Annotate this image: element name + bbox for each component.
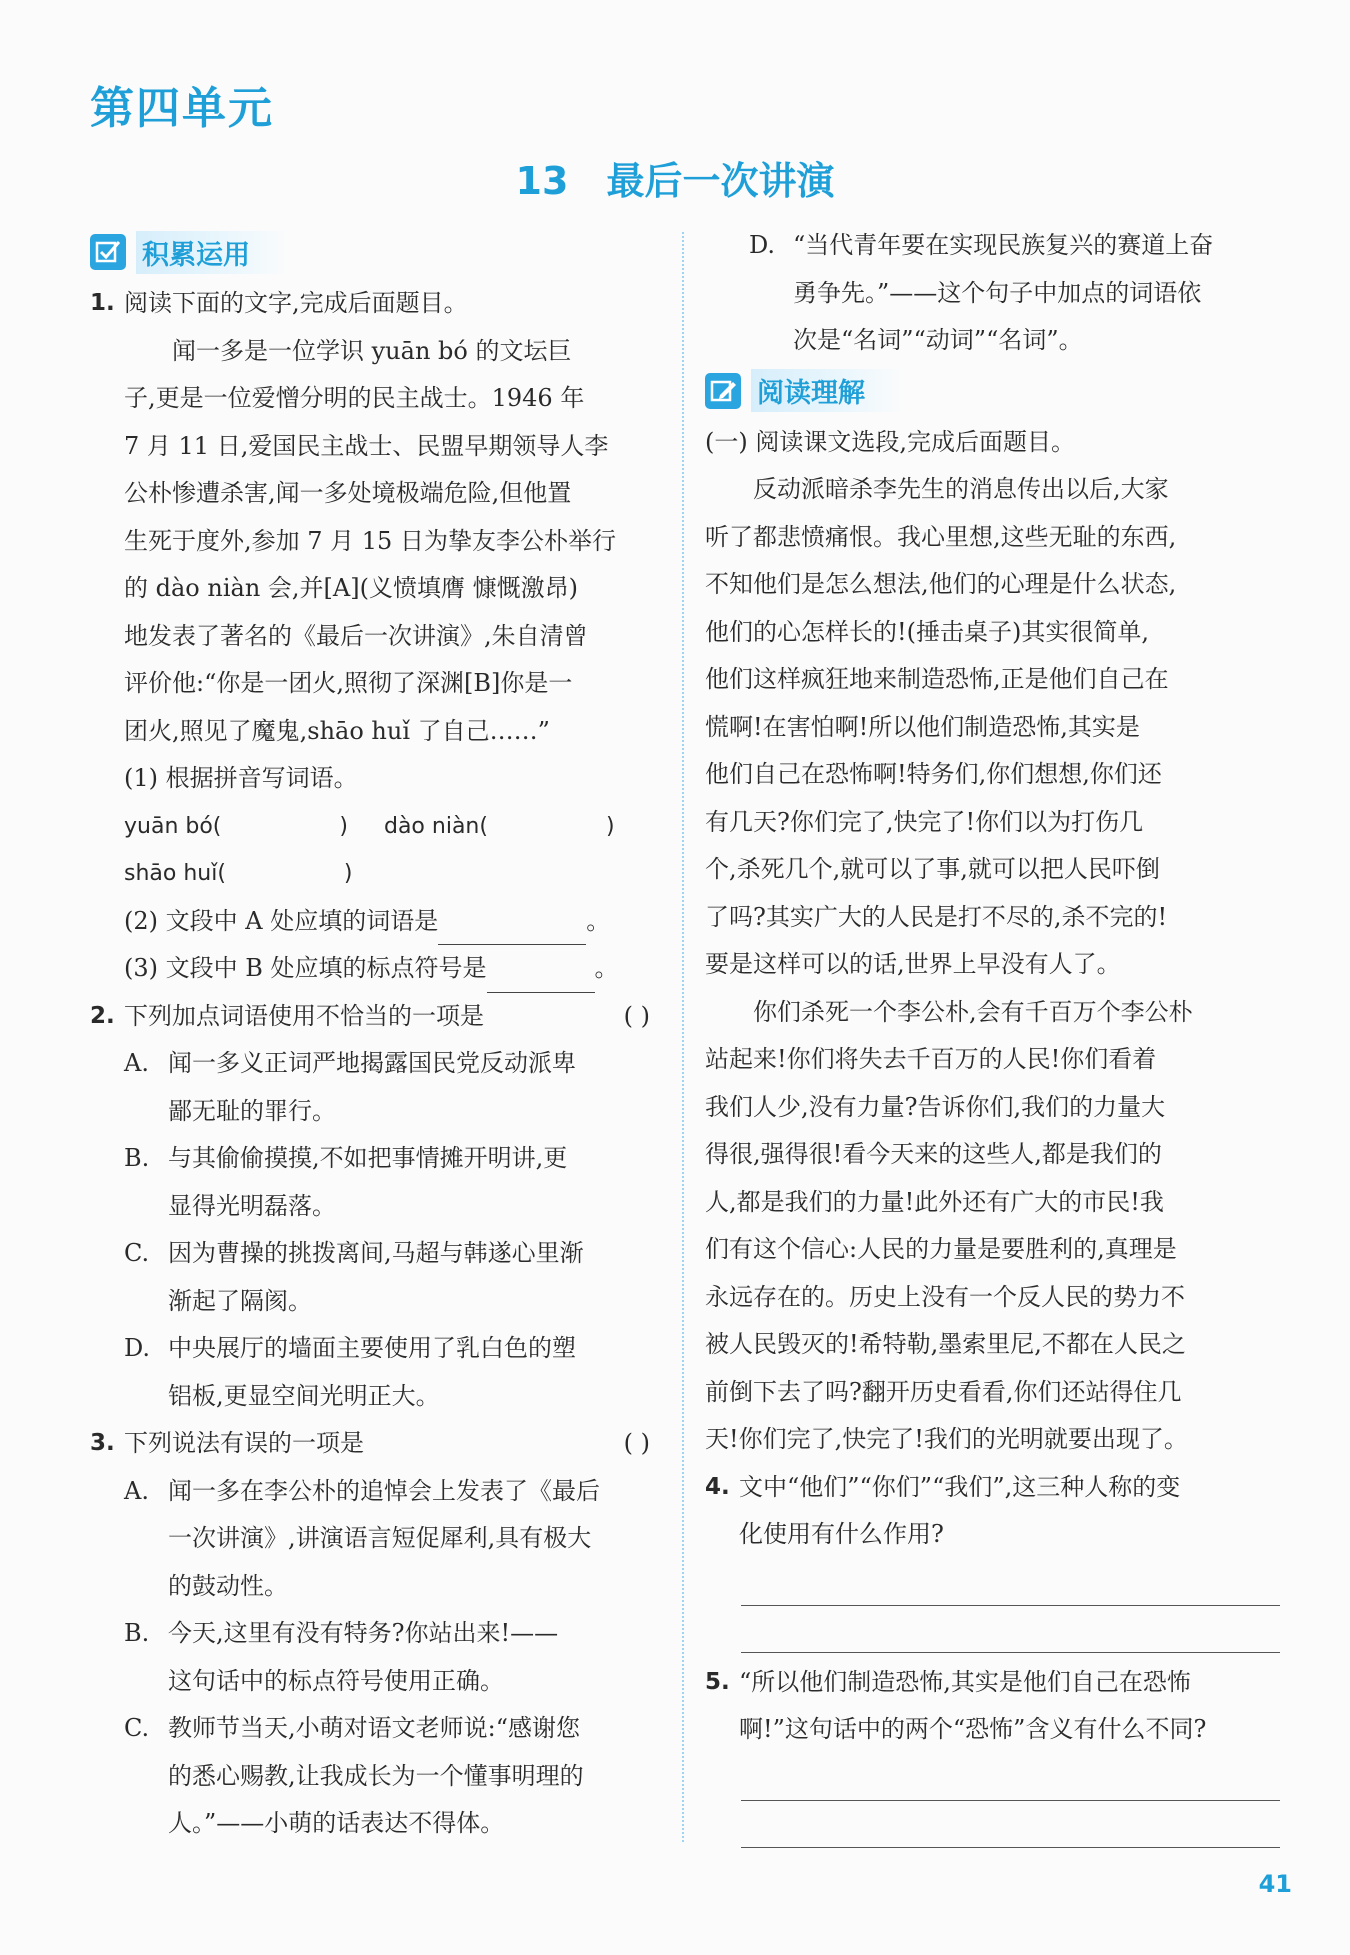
question-3-option-d[interactable]: D. “当代青年要在实现民族复兴的赛道上奋 勇争先。”——这个句子中加点的词语依 次是“名词”“动词”“名词”。 [749, 231, 1214, 354]
question-2-stem: 2. 下列加点词语使用不恰当的一项是 ( ) [90, 993, 660, 1041]
question-1-passage: 闻一多是一位学识 yuān bó 的文坛巨 子,更是一位爱憎分明的民主战士。1946 年 7 月 11 日,爱国民主战士、民盟早期领导人李 公朴惨遭杀害,闻一多处境极端危险,但他置 生死于度外,参加 7 月 15 日为挚友李公朴举行 的 dào niàn 会,并[A](义愤填膺 慷慨激昂) 地发表了著名的《最后一次讲演》,朱自清曾 评价他:“你是一团火,照彻了深渊[B]你是一 团火,照见了魔鬼,shāo huǐ 了自己……” (1) 根据拼音写词语。 yuān bó( ) dào niàn( ) shāo huǐ( ) (2) 文段中 A 处应填的词语是 。 (3) 文段中 B 处应填的标点符号是 。 [90, 328, 660, 993]
column-divider [682, 232, 684, 1842]
answer-line[interactable] [741, 1754, 1280, 1801]
option-c[interactable]: C. 教师节当天,小萌对语文老师说:“感谢您 [124, 1714, 580, 1742]
question-2-options: A. 闻一多义正词严地揭露国民党反动派卑 鄙无耻的罪行。 B. 与其偷偷摸摸,不如把事情摊开明讲,更 显得光明磊落。 C. 因为曹操的挑拨离间,马超与韩遂心里渐 渐起了隔阂。 D. 中央展厅的墙面主要使用了乳白色的塑 铝板,更显空间光明正大。 [90, 1040, 660, 1420]
question-3-options: A. 闻一多在李公朴的追悼会上发表了《最后 一次讲演》,讲演语言短促犀利,具有极大 的鼓动性。 B. 今天,这里有没有特务?你站出来!—— 这句话中的标点符号使用正确。 C. 教师节当天,小萌对语文老师说:“感谢您 的悉心赐教,让我成长为一个懂事明理的 人。”——小萌的话表达不得体。 [90, 1468, 660, 1848]
unit-title: 第四单元 [90, 83, 274, 134]
option-b[interactable]: B. 与其偷偷摸摸,不如把事情摊开明讲,更 [124, 1144, 568, 1172]
reading-intro: (一) 阅读课文选段,完成后面题目。 [705, 427, 1075, 456]
answer-line[interactable] [741, 1559, 1280, 1606]
pencil-icon [705, 373, 741, 409]
sub-question-2: (2) 文段中 A 处应填的词语是 。 [124, 898, 660, 946]
option-c[interactable]: C. 因为曹操的挑拨离间,马超与韩遂心里渐 [124, 1239, 584, 1267]
page-number: 41 [1258, 1870, 1292, 1898]
question-1-stem: 1. 阅读下面的文字,完成后面题目。 [90, 289, 468, 317]
option-b[interactable]: B. 今天,这里有没有特务?你站出来!—— [124, 1619, 559, 1647]
answer-paren[interactable]: ( ) [623, 1001, 650, 1030]
reading-passage: 反动派暗杀李先生的消息传出以后,大家 听了都悲愤痛恨。我心里想,这些无耻的东西, 不知他们是怎么想法,他们的心理是什么状态, 他们的心怎样长的!(捶击桌子)其实很简单, 他们这样疯狂地来制造恐怖,正是他们自己在 慌啊!在害怕啊!所以他们制造恐怖,其实是 他们自己在恐怖啊!特务们,你们想想,你们还 有几天?你们完了,快完了!你们以为打伤几 个,杀死几个,就可以了事,就可以把人民吓倒 了吗?其实广大的人民是打不尽的,杀不完的! 要是这样可以的话,世界上早没有人了。 你们杀死一个李公朴,会有千百万个李公朴 站起来!你们将失去千百万的人民!你们看着 我们人少,没有力量?告诉你们,我们的力量大 得很,强得很!看今天来的这些人,都是我们的 人,都是我们的力量!此外还有广大的市民!我 们有这个信心:人民的力量是要胜利的,真理是 永远存在的。历史上没有一个反人民的势力不 被人民毁灭的!希特勒,墨索里尼,不都在人民之 前倒下去了吗?翻开历史看看,你们还站得住几 天!你们完了,快完了!我们的光明就要出现了。 [705, 475, 1193, 1453]
sub-question-1: (1) 根据拼音写词语。 [124, 764, 358, 792]
section-label: 阅读理解 [751, 369, 905, 412]
pinyin-row-2: shāo huǐ( ) [124, 861, 353, 886]
answer-line[interactable] [741, 1801, 1280, 1848]
right-column: D. “当代青年要在实现民族复兴的赛道上奋 勇争先。”——这个句子中加点的词语依 次是“名词”“动词”“名词”。 阅读理解 (一) 阅读课文选段,完成后面题目。 反动派暗杀李先生的消息传出以后,大家 听了都悲愤痛恨。我心里想,这些无耻的东西, 不知他们是怎么想法,他们的心理是什么状态, 他们的心怎样长的!(捶击桌子)其实很简单, 他们这样疯狂地来制造恐怖,正是他们自己在 慌啊!在害怕啊!所以他们制造恐怖,其实是 他们自己在恐怖啊!特务们,你们想想,你们还 有几天?你们完了,快完了!你们以为打伤几 个,杀死几个,就可以了事,就可以把人民吓倒 了吗?其实广大的人民是打不尽的,杀不完的! 要是这样可以的话,世界上早没有人了。 你们杀死一个李公朴,会有千百万个李公朴 站起来!你们将失去千百万的人民!你们看着 我们人少,没有力量?告诉你们,我们的力量大 得很,强得很!看今天来的这些人,都是我们的 人,都是我们的力量!此外还有广大的市民!我 们有这个信心:人民的力量是要胜利的,真理是 永远存在的。历史上没有一个反人民的势力不 被人民毁灭的!希特勒,墨索里尼,不都在人民之 前倒下去了吗?翻开历史看看,你们还站得住几 天!你们完了,快完了!我们的光明就要出现了。 4. 文中“他们”“你们”“我们”,这三种人称的变 化使用有什么作用? 5. “所以他们制造恐怖,其实是他们自己在恐怖 啊!”这句话中的两个“恐怖”含义有什么不同? [705, 222, 1280, 1848]
answer-line[interactable] [741, 1606, 1280, 1653]
section-header-reading [705, 369, 1280, 413]
lesson-title-text: 最后一次讲演 [606, 159, 835, 203]
lesson-title [0, 150, 1350, 205]
section-header-accumulate [90, 230, 660, 274]
sub-question-3: (3) 文段中 B 处应填的标点符号是 。 [124, 945, 660, 993]
left-column [90, 230, 660, 1848]
option-a[interactable]: A. 闻一多义正词严地揭露国民党反动派卑 [124, 1049, 576, 1077]
question-3-stem: 3. 下列说法有误的一项是 ( ) [90, 1420, 660, 1468]
question-4: 4. 文中“他们”“你们”“我们”,这三种人称的变 [705, 1472, 1181, 1501]
question-5: 5. “所以他们制造恐怖,其实是他们自己在恐怖 [705, 1667, 1191, 1696]
option-d[interactable]: D. 中央展厅的墙面主要使用了乳白色的塑 [124, 1334, 576, 1362]
section-label: 积累运用 [136, 231, 290, 274]
answer-blank[interactable] [438, 914, 586, 945]
lesson-number: 13 [515, 159, 569, 203]
answer-blank[interactable] [487, 962, 595, 993]
option-a[interactable]: A. 闻一多在李公朴的追悼会上发表了《最后 [124, 1476, 600, 1505]
checkmark-icon [90, 234, 126, 270]
answer-paren[interactable]: ( ) [623, 1429, 650, 1457]
pinyin-row-1: yuān bó( ) dào niàn( ) [124, 813, 615, 839]
